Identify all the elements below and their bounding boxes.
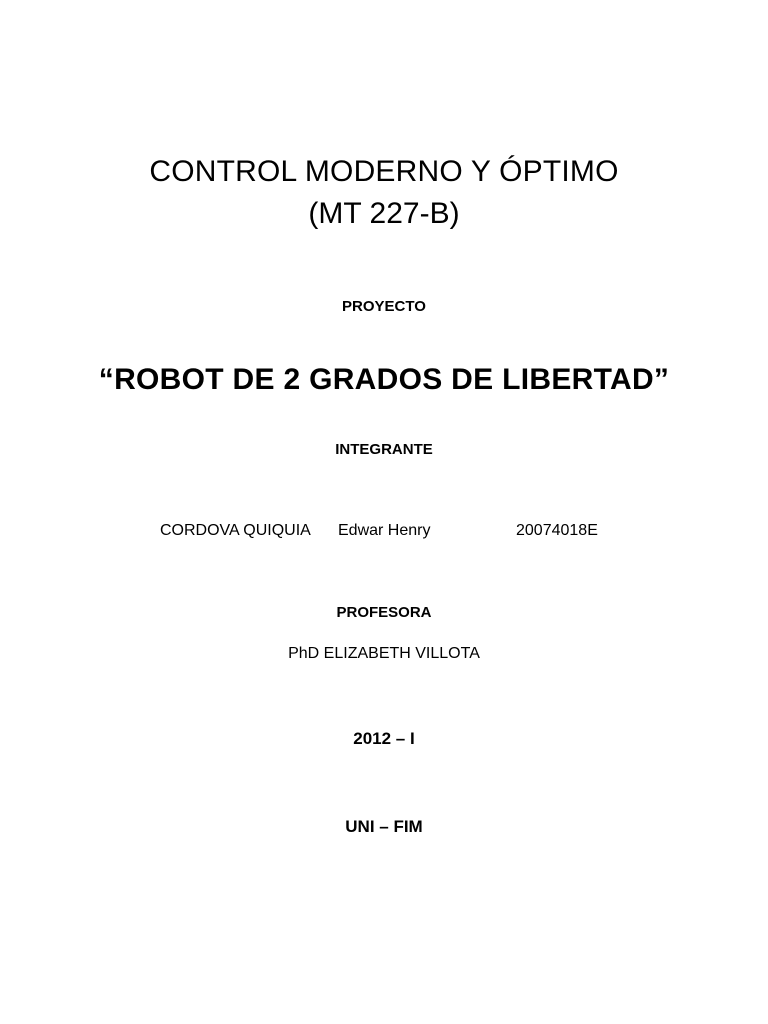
professor-heading: PROFESORA — [336, 604, 432, 621]
institution: UNI – FIM — [345, 817, 423, 836]
member-surname: CORDOVA QUIQUIA — [160, 522, 311, 539]
member-heading: INTEGRANTE — [335, 441, 433, 458]
professor-name: PhD ELIZABETH VILLOTA — [288, 645, 480, 662]
member-row — [0, 523, 768, 541]
academic-term: 2012 – I — [353, 729, 415, 748]
course-title: CONTROL MODERNO Y ÓPTIMO — [149, 155, 619, 189]
member-given-names: Edwar Henry — [338, 522, 431, 539]
project-title: “ROBOT DE 2 GRADOS DE LIBERTAD” — [98, 362, 670, 396]
project-heading: PROYECTO — [342, 298, 426, 315]
course-code: (MT 227-B) — [308, 197, 460, 230]
student-id: 20074018E — [516, 522, 598, 539]
